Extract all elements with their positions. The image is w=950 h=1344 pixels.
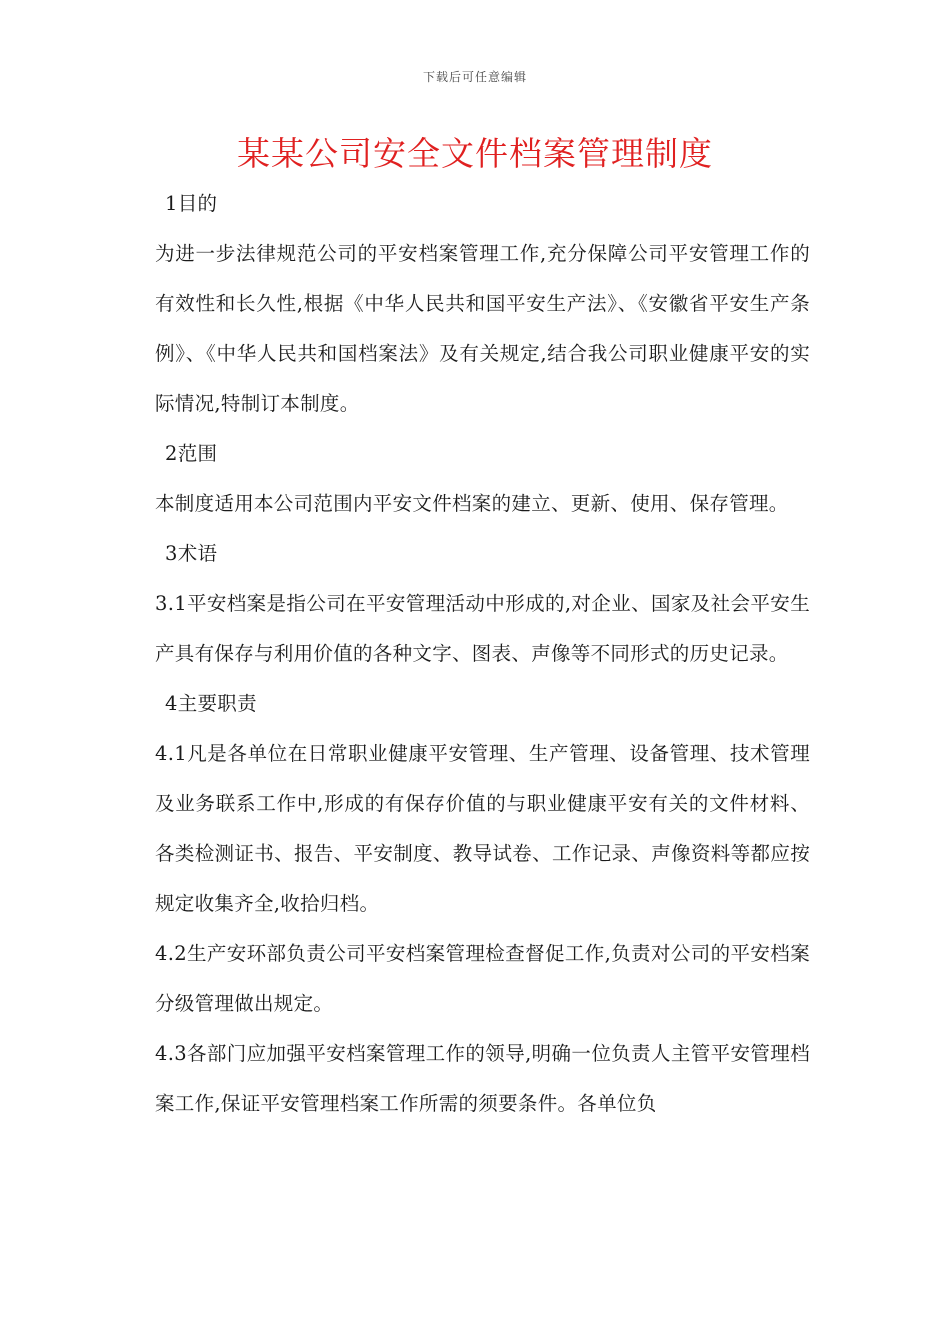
section-heading: 3术语 [165,542,218,565]
section-heading: 2范围 [165,442,218,465]
paragraph: 为进一步法律规范公司的平安档案管理工作,充分保障公司平安管理工作的有效性和长久性,根据《中华人民共和国平安生产法》、《安徽省平安生产条例》、《中华人民共和国档案法》及有关规定,结合我公司职业健康平安的实际情况,特制订本制度。 [155,242,810,415]
paragraph: 4.3各部门应加强平安档案管理工作的领导,明确一位负责人主管平安管理档案工作,保证平安管理档案工作所需的须要条件。各单位负 [155,1042,810,1115]
paragraph: 4.1凡是各单位在日常职业健康平安管理、生产管理、设备管理、技术管理及业务联系工作中,形成的有保存价值的与职业健康平安有关的文件材料、各类检测证书、报告、平安制度、教导试卷、工作记录、声像资料等都应按规定收集齐全,收拾归档。 [155,742,810,915]
paragraph: 3.1平安档案是指公司在平安管理活动中形成的,对企业、国家及社会平安生产具有保存与利用价值的各种文字、图表、声像等不同形式的历史记录。 [155,592,810,665]
document-body [145,179,810,1129]
section-heading: 4主要职责 [165,692,257,715]
document-title: 某某公司安全文件档案管理制度 [237,134,713,173]
paragraph: 4.2生产安环部负责公司平安档案管理检查督促工作,负责对公司的平安档案分级管理做出规定。 [155,942,810,1015]
header-note: 下载后可任意编辑 [422,70,527,84]
section-heading: 1目的 [165,192,218,215]
paragraph: 本制度适用本公司范围内平安文件档案的建立、更新、使用、保存管理。 [155,492,789,515]
